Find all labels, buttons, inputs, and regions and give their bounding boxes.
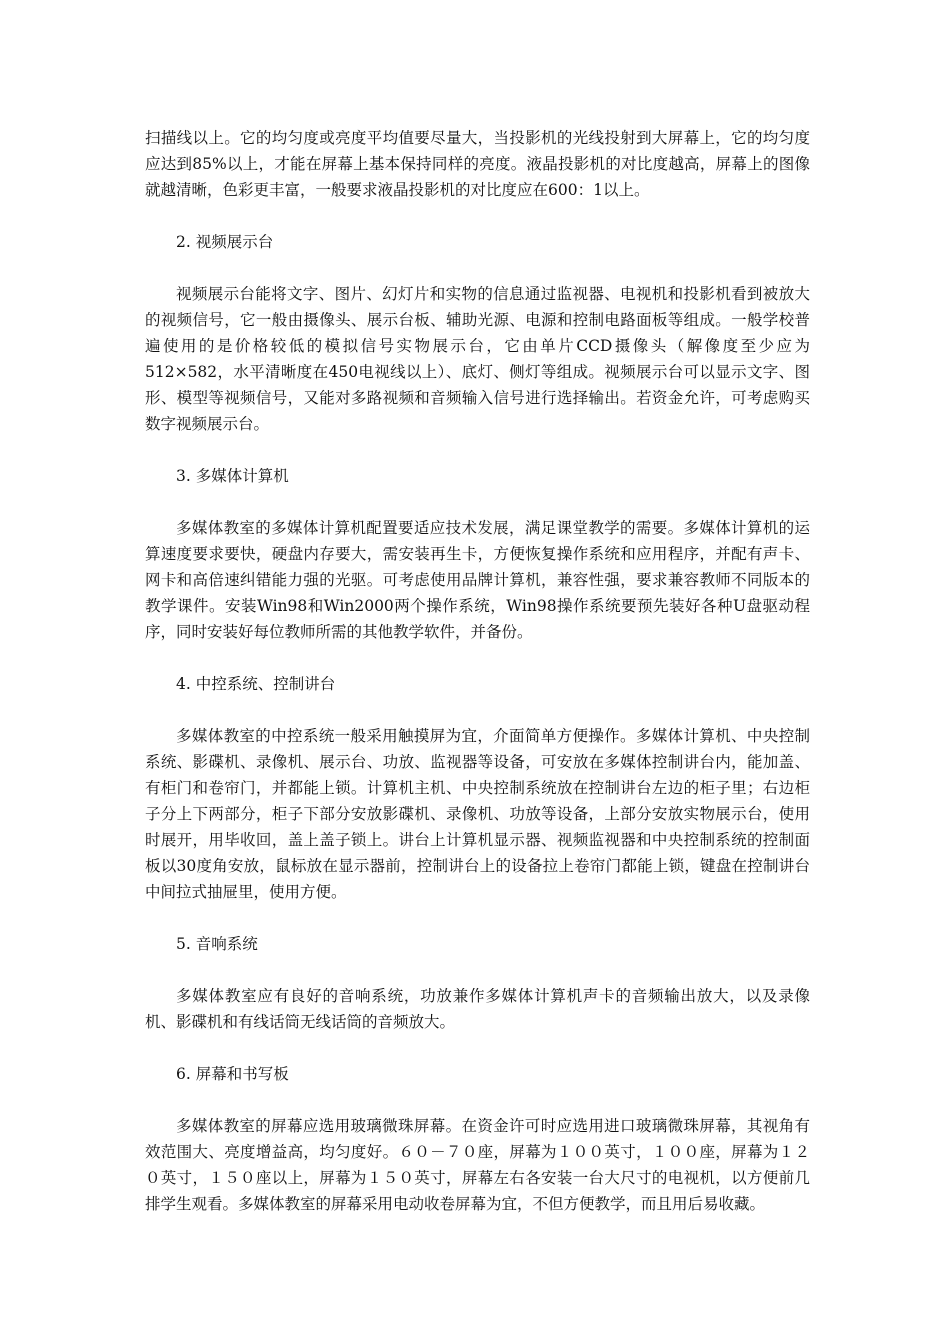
section-heading-audio-system: 5. 音响系统 [176,935,258,953]
spacer [145,645,810,671]
section-paragraph-audio-system: 多媒体教室应有良好的音响系统，功放兼作多媒体计算机声卡的音频输出放大，以及录像机、影碟机和有线话筒无线话筒的音频放大。 [145,987,810,1031]
spacer [145,255,810,281]
section-paragraph-screen-board: 多媒体教室的屏幕应选用玻璃微珠屏幕。在资金许可时应选用进口玻璃微珠屏幕，其视角有效范围大、亮度增益高，均匀度好。６０－７０座，屏幕为１００英寸，１００座，屏幕为１２０英寸，１５０座以上，屏幕为１５０英寸，屏幕左右各安装一台大尺寸的电视机，以方便前几排学生观看。多媒体教室的屏幕采用电动收卷屏幕为宜，不但方便教学，而且用后易收藏。 [145,1117,810,1213]
section-heading-control-system: 4. 中控系统、控制讲台 [176,675,336,693]
spacer [145,1087,810,1113]
document-body [145,125,810,1217]
spacer [145,905,810,931]
spacer [145,437,810,463]
section-paragraph-video-presenter: 视频展示台能将文字、图片、幻灯片和实物的信息通过监视器、电视机和投影机看到被放大的视频信号，它一般由摄像头、展示台板、辅助光源、电源和控制电路面板等组成。一般学校普遍使用的是价格较低的模拟信号实物展示台，它由单片CCD摄像头（解像度至少应为512×582，水平清晰度在450电视线以上）、底灯、侧灯等组成。视频展示台可以显示文字、图形、模型等视频信号，又能对多路视频和音频输入信号进行选择输出。若资金允许，可考虑购买数字视频展示台。 [145,285,810,433]
spacer [145,957,810,983]
spacer [145,489,810,515]
intro-paragraph: 扫描线以上。它的均匀度或亮度平均值要尽量大，当投影机的光线投射到大屏幕上，它的均匀度应达到85%以上，才能在屏幕上基本保持同样的亮度。液晶投影机的对比度越高，屏幕上的图像就越清晰，色彩更丰富，一般要求液晶投影机的对比度应在600：1以上。 [145,129,810,199]
spacer [145,203,810,229]
section-paragraph-control-system: 多媒体教室的中控系统一般采用触摸屏为宜，介面简单方便操作。多媒体计算机、中央控制系统、影碟机、录像机、展示台、功放、监视器等设备，可安放在多媒体控制讲台内，能加盖、有柜门和卷帘门，并都能上锁。计算机主机、中央控制系统放在控制讲台左边的柜子里；右边柜子分上下两部分，柜子下部分安放影碟机、录像机、功放等设备，上部分安放实物展示台，使用时展开，用毕收回，盖上盖子锁上。讲台上计算机显示器、视频监视器和中央控制系统的控制面板以30度角安放，鼠标放在显示器前，控制讲台上的设备拉上卷帘门都能上锁，键盘在控制讲台中间拉式抽屉里，使用方便。 [145,727,810,901]
section-paragraph-multimedia-computer: 多媒体教室的多媒体计算机配置要适应技术发展，满足课堂教学的需要。多媒体计算机的运算速度要求要快，硬盘内存要大，需安装再生卡，方便恢复操作系统和应用程序，并配有声卡、网卡和高倍速纠错能力强的光驱。可考虑使用品牌计算机，兼容性强，要求兼容教师不同版本的教学课件。安装Win98和Win2000两个操作系统，Win98操作系统要预先装好各种U盘驱动程序，同时安装好每位教师所需的其他教学软件，并备份。 [145,519,810,641]
section-heading-screen-board: 6. 屏幕和书写板 [176,1065,289,1083]
spacer [145,1035,810,1061]
spacer [145,697,810,723]
section-heading-video-presenter: 2. 视频展示台 [176,233,274,251]
section-heading-multimedia-computer: 3. 多媒体计算机 [176,467,289,485]
